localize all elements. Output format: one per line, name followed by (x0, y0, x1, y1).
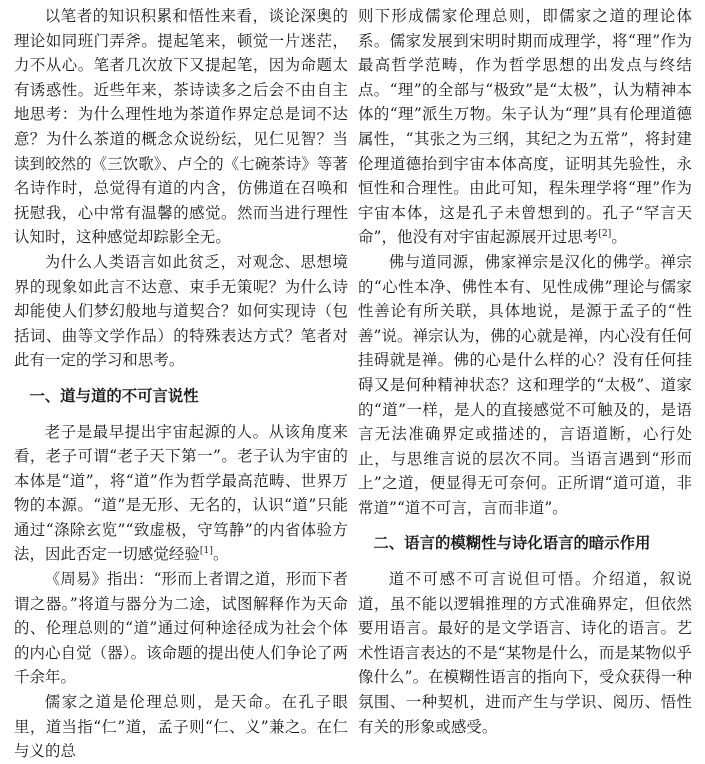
paragraph-language: 道不可感不可言说但可悟。介绍道，叙说道，虽不能以逻辑推理的方式准确界定，但依然要用语言。最好的是文学语言、诗化的语言。艺术性语言表达的不是“某物是什么，而是某物似乎像什么”。在模糊性语言的指向下，受众获得一种氛围、一种契机，进而产生与学识、阅历、悟性有关的形象或感受。 (358, 570, 692, 736)
paragraph-laozi-text: 老子是最早提出宇宙起源的人。从该角度来看，老子可谓“老子天下第一”。老子认为宇宙的本体是“道”，将“道”作为哲学最高范畴、世界万物的本源。“道”是无形、无名的，认识“道”只能通过“涤除玄览”“致虚极，守笃静”的内省体验方法，因此否定一切感觉经验 (14, 422, 348, 564)
citation-2: [2] (598, 229, 612, 240)
paragraph-laozi (14, 420, 348, 568)
paragraph-intro: 以笔者的知识积累和悟性来看，谈论深奥的理论如同班门弄斧。提起笔来，顿觉一片迷茫，力不从心。笔者几次放下又提起笔，因为命题太有诱惑性。近些年来，茶诗读多之后会不由自主地思考：为什么理性地为茶道作界定总是词不达意？为什么茶道的概念众说纷纭，见仁见智？当读到皎然的《三饮歌》、卢仝的《七碗茶诗》等著名诗作时，总觉得有道的内含，仿佛道在召唤和抚慰我，心中常有温馨的感觉。然而当进行理性认知时，这种感觉却踪影全无。 (14, 7, 348, 247)
right-column (358, 0, 692, 739)
paragraph-buddhism: 佛与道同源，佛家禅宗是汉化的佛学。禅宗的“心性本净、佛性本有、见性成佛”理论与儒家性善论有所关联，具体地说，是源于孟子的“性善”说。禅宗认为，佛的心就是禅，内心没有任何挂碍就是禅。佛的心是什么样的心？没有任何挂碍又是何种精神状态？这和理学的“太极”、道家的“道”一样，是人的直接感觉不可触及的，是语言无法准确界定或描述的，言语道断，心行处止，与思维言说的层次不同。当语言遇到“形而上”之道，便显得无可奈何。正所谓“道可道，非常道”“道不可言，言而非道”。 (358, 252, 692, 517)
paragraph-confucian: 儒家之道是伦理总则，是天命。在孔子眼里，道当指“仁”道，孟子则“仁、义”兼之。在仁与义的总 (14, 693, 348, 761)
paragraph-question: 为什么人类语言如此贫乏，对观念、思想境界的现象如此言不达意、束手无策呢？为什么诗却能使人们梦幻般地与道契合？如何实现诗（包括词、曲等文学作品）的特殊表达方式？笔者对此有一定的学习和思考。 (14, 252, 348, 370)
paragraph-confucian-end: 。 (611, 228, 627, 247)
paragraph-laozi-end: 。 (212, 545, 229, 564)
section-heading-2: 二、语言的模糊性与诗化语言的暗示作用 (373, 534, 651, 553)
paragraph-confucian-continued (358, 4, 692, 250)
citation-1: [1] (199, 546, 213, 557)
section-heading-1: 一、道与道的不可言说性 (29, 386, 199, 405)
paragraph-zhouyi: 《周易》指出：“形而上者谓之道，形而下者谓之器。”将道与器分为二途，试图解释作为天命的、伦理总则的“道”通过何种途径成为社会个体的内心自觉（器）。该命题的提出使人们争论了两千余年。 (14, 570, 348, 687)
left-column (14, 0, 348, 764)
paragraph-confucian-text: 则下形成儒家伦理总则，即儒家之道的理论体系。儒家发展到宋明时期而成理学，将“理”作为最高哲学范畴，作为哲学思想的出发点与终结点。“理”的全部与“极致”是“太极”，认为精神本体的“理”派生万物。朱子认为“理”具有伦理道德属性，“其张之为三纲，其纪之为五常”，将封建伦理道德抬到宇宙本体高度，证明其先验性，永恒性和合理性。由此可知，程朱理学将“理”作为宇宙本体，这是孔子未曾想到的。孔子“罕言天命”，他没有对宇宙起源展开过思考 (358, 7, 692, 247)
